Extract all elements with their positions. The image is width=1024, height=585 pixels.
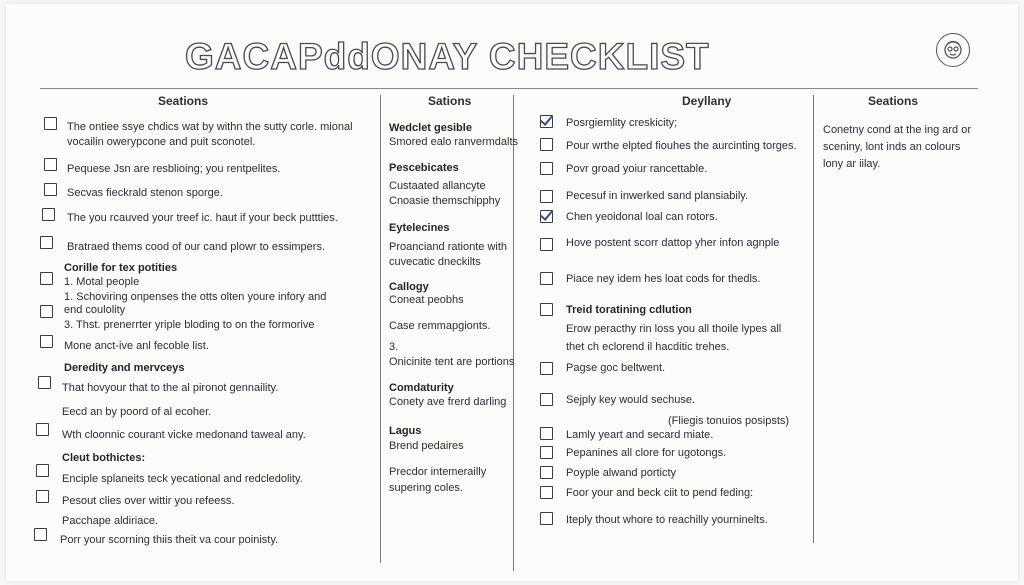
checkbox[interactable] xyxy=(540,486,553,499)
column-heading-3: Deyllany xyxy=(682,94,732,108)
checklist-item: Pepanines all clore for ugotongs. xyxy=(566,447,727,459)
block-line: Precdor intemerailly xyxy=(389,466,487,478)
checklist-item: Pecesuf in inwerked sand plansiabily. xyxy=(566,190,749,202)
numbered-item: 1. Motal people xyxy=(64,276,140,288)
face-icon-graphic xyxy=(941,38,965,62)
block-heading: Callogy xyxy=(389,281,429,293)
checklist-item: Sejply key would sechuse. xyxy=(566,394,696,406)
checklist-item: Poyple alwand porticty xyxy=(566,467,677,479)
block-line: Case remmapgionts. xyxy=(389,320,491,332)
block-heading: Lagus xyxy=(389,425,422,437)
checkbox[interactable] xyxy=(36,464,49,477)
block-line: Coneat peobhs xyxy=(389,294,464,306)
block-line: Brend pedaires xyxy=(389,440,464,452)
block-line: Custaated allancyte xyxy=(389,180,486,192)
block-line: Onicinite tent are portions xyxy=(389,356,515,368)
block-line: Cnoasie themschipphy xyxy=(389,195,501,207)
checklist-item: Hove postent scorr dattop yher infon agnple xyxy=(566,237,780,249)
checklist-item: Pour wrthe elpted fiouhes the aurcinting torges. xyxy=(566,140,797,152)
checklist-item: Bratraed thems cood of our cand plowr to essimpers. xyxy=(67,241,326,253)
checklist-item: Piace ney idem hes loat cods for thedls. xyxy=(566,273,761,285)
checklist-item: The ontiee ssye chdics wat by withn the sutty corle. mional xyxy=(67,121,353,133)
checklist-item: Lamly yeart and secard miate. xyxy=(566,429,714,441)
checkbox[interactable] xyxy=(540,466,553,479)
block-line: Smored ealo ranvermdalts xyxy=(389,136,519,148)
checkbox[interactable] xyxy=(44,117,57,130)
checkbox[interactable] xyxy=(540,138,553,151)
column-divider-1 xyxy=(380,95,381,563)
face-icon xyxy=(936,33,970,67)
checkbox[interactable] xyxy=(540,427,553,440)
checklist-item: Posrgiemlity creskicity; xyxy=(566,117,678,129)
checkbox[interactable] xyxy=(44,183,57,196)
plain-note: Eecd an by poord of al ecoher. xyxy=(62,406,212,418)
block-line: 3. xyxy=(389,341,399,353)
paragraph-line: Erow peracthy rin loss you all thoile lypes all xyxy=(566,323,782,335)
checklist-item: Wth cloonnic courant vicke medonand taweal any. xyxy=(62,429,306,441)
column-heading-1: Seations xyxy=(158,94,209,108)
checklist-item: Foor your and beck ciit to pend feding: xyxy=(566,487,754,499)
checklist-item: Porr your scorning thiis theit va cour poinisty. xyxy=(60,534,279,546)
checklist-item: Chen yeoidonal loal can rotors. xyxy=(566,211,718,223)
checklist-item: Secvas fieckrald stenon sporge. xyxy=(67,187,223,199)
block-heading: Pescebicates xyxy=(389,162,459,174)
plain-note: Pacchape aldiriace. xyxy=(62,515,159,527)
checklist-item: Iteply thout whore to reachilly yourninelts. xyxy=(566,514,768,526)
checklist-item: Pesout clies over wittir you refeess. xyxy=(62,495,235,507)
checklist-item: Pequese Jsn are resblioing; you rentpelites. xyxy=(67,163,281,175)
numbered-item: end coulolity xyxy=(64,304,126,316)
section-subheading: Cleut bothictes: xyxy=(62,452,146,464)
checkbox[interactable] xyxy=(44,158,57,171)
checkbox[interactable] xyxy=(36,423,49,436)
checklist-item: Mone anct-ive anl fecoble list. xyxy=(64,340,209,352)
header-rule xyxy=(40,88,978,89)
checklist-item: That hovyour that to the al pironot gennaility. xyxy=(62,382,279,394)
section-subheading: Corille for tex potities xyxy=(64,262,178,274)
block-line: Conety ave frerd darling xyxy=(389,396,507,408)
checkbox[interactable] xyxy=(540,512,553,525)
checkbox[interactable] xyxy=(540,190,553,203)
checklist-item-continued: vocailin owerypcone and puit sconotel. xyxy=(67,136,256,148)
checkbox[interactable] xyxy=(540,393,553,406)
page-title: GACAPddONAY CHECKLIST xyxy=(185,36,710,77)
checkbox[interactable] xyxy=(40,236,53,249)
column-divider-2 xyxy=(513,95,514,571)
column-heading-2: Sations xyxy=(428,94,472,108)
side-note-line: lony ar iilay. xyxy=(823,158,881,170)
side-note-line: Conetny cond at the ing ard or xyxy=(823,124,971,136)
checkbox[interactable] xyxy=(42,208,55,221)
checkbox-checked[interactable] xyxy=(540,210,553,223)
column-divider-3 xyxy=(813,95,814,543)
checkbox[interactable] xyxy=(540,272,553,285)
checkbox[interactable] xyxy=(40,272,53,285)
checkbox[interactable] xyxy=(38,376,51,389)
checkbox[interactable] xyxy=(540,362,553,375)
block-line: Proanciand rationte with xyxy=(389,241,508,253)
checklist-item: Enciple splaneits teck yecational and redcledolity. xyxy=(62,473,303,485)
paragraph-line: thet ch eclorend il hacditic trehes. xyxy=(566,341,730,353)
numbered-item: 3. Thst. prenerrter yriple bloding to on the formorive xyxy=(64,319,315,331)
checkbox[interactable] xyxy=(540,446,553,459)
checklist-item: Povr groad yoiur rancettable. xyxy=(566,163,708,175)
section-subheading: Treid toratining cdlution xyxy=(566,304,692,316)
checkbox[interactable] xyxy=(540,303,553,316)
column-heading-4: Seations xyxy=(868,94,919,108)
checkbox[interactable] xyxy=(540,238,553,251)
checkbox-checked[interactable] xyxy=(540,115,553,128)
checkbox[interactable] xyxy=(40,305,53,318)
block-heading: Eytelecines xyxy=(389,222,450,234)
block-line: supering coles. xyxy=(389,482,463,494)
block-heading: Wedclet gesible xyxy=(389,122,472,134)
checklist-item: Pagse goc beltwent. xyxy=(566,362,666,374)
side-note-line: sceniny, lont inds an colours xyxy=(823,141,961,153)
section-subheading: Deredity and mervceys xyxy=(64,362,185,374)
checkbox[interactable] xyxy=(540,162,553,175)
numbered-item: 1. Schoviring onpenses the otts olten youre infory and xyxy=(64,291,327,303)
block-line: cuvecatic dneckilts xyxy=(389,256,481,268)
note-text: (Fliegis tonuios posipsts) xyxy=(668,415,790,427)
checklist-item: The you rcauved your treef ic. haut if your beck puttties. xyxy=(67,212,338,224)
block-heading: Comdaturity xyxy=(389,382,454,394)
checkbox[interactable] xyxy=(36,490,49,503)
checkbox[interactable] xyxy=(34,528,47,541)
checkbox[interactable] xyxy=(40,335,53,348)
